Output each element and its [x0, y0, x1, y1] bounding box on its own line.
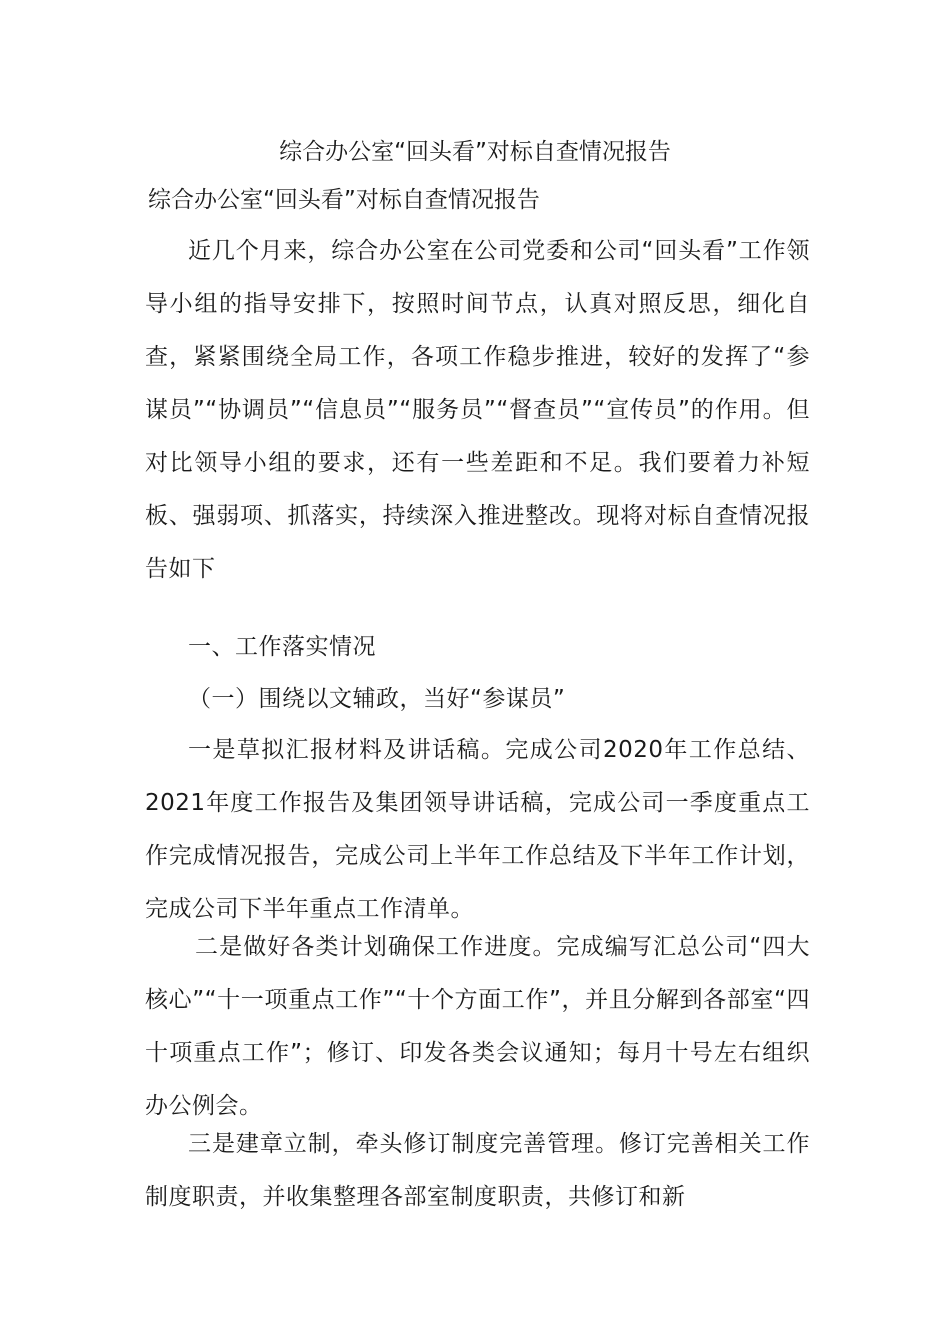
subsection-heading: （一）围绕以文辅政，当好“参谋员”: [188, 686, 566, 712]
paragraph-item-three: 三是建章立制，牵头修订制度完善管理。修订完善相关工作制度职责，并收集整理各部室制度职责，共修订和新: [145, 1131, 810, 1210]
document-subtitle: 综合办公室“回头看”对标自查情况报告: [148, 187, 540, 213]
section-heading: 一、工作落实情况: [188, 634, 376, 660]
document-title: 综合办公室“回头看”对标自查情况报告: [279, 139, 671, 165]
intro-paragraph: 近几个月来，综合办公室在公司党委和公司“回头看”工作领导小组的指导安排下，按照时间节点，认真对照反思，细化自查，紧紧围绕全局工作，各项工作稳步推进，较好的发挥了“参谋员”“协调员”“信息员”“服务员”“督查员”“宣传员”的作用。但对比领导小组的要求，还有一些差距和不足。我们要着力补短板、强弱项、抓落实，持续深入推进整改。现将对标自查情况报告如下: [145, 238, 810, 582]
paragraph-item-one: 一是草拟汇报材料及讲话稿。完成公司2020年工作总结、2021年度工作报告及集团领导讲话稿，完成公司一季度重点工作完成情况报告，完成公司上半年工作总结及下半年工作计划，完成公司下半年重点工作清单。: [145, 737, 810, 922]
paragraph-item-two: 二是做好各类计划确保工作进度。完成编写汇总公司“四大核心”“十一项重点工作”“十个方面工作”，并且分解到各部室“四十项重点工作”；修订、印发各类会议通知；每月十号左右组织办公例会。: [145, 934, 810, 1119]
